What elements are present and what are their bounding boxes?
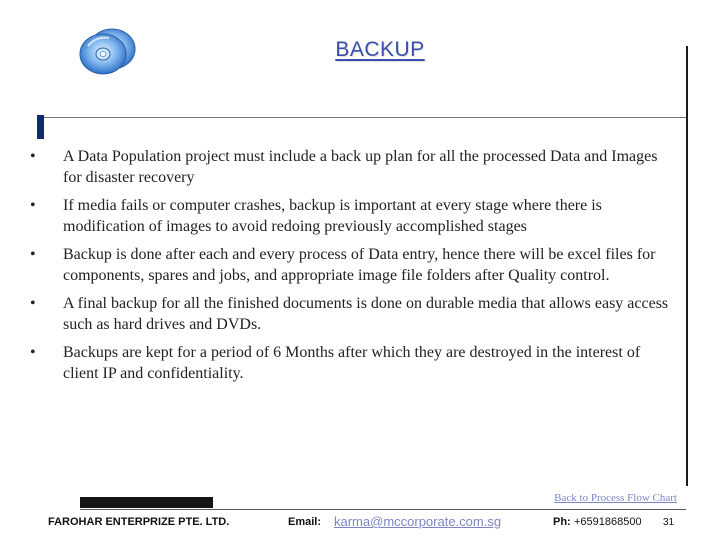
bullet-dot: • — [30, 344, 36, 361]
cd-disc-icon — [76, 24, 138, 78]
company-name: FAROHAR ENTERPRIZE PTE. LTD. — [48, 516, 230, 528]
bullet-item — [30, 195, 678, 237]
back-to-flowchart-link[interactable]: Back to Process Flow Chart — [554, 492, 677, 504]
email-label: Email: — [288, 516, 322, 528]
right-border-line — [686, 46, 688, 486]
bullet-text: Backups are kept for a period of 6 Months after which they are destroyed in the interest of client IP and confidentiality. — [63, 344, 641, 382]
footer-accent-bar — [80, 497, 213, 508]
header-divider — [44, 117, 686, 118]
bullet-item — [30, 342, 678, 384]
bullet-dot: • — [30, 246, 36, 263]
bullet-dot: • — [30, 295, 36, 312]
bullet-dot: • — [30, 197, 36, 214]
bullet-text: If media fails or computer crashes, backup is important at every stage where there is modification of images to avoid redoing previously accomplished stages — [63, 197, 602, 235]
bullet-text: A Data Population project must include a back up plan for all the processed Data and Images for disaster recovery — [63, 148, 658, 186]
page-number: 31 — [663, 517, 675, 528]
bullet-item — [30, 244, 678, 286]
bullet-text: A final backup for all the finished documents is done on durable media that allows easy access such as hard drives and DVDs. — [63, 295, 669, 333]
phone-label: Ph: — [553, 516, 571, 528]
phone-number: +6591868500 — [574, 516, 642, 528]
footer-divider — [80, 509, 686, 510]
slide-title: BACKUP — [335, 38, 425, 61]
title-marker-bar — [37, 115, 44, 139]
email-link[interactable]: karma@mccorporate.com.sg — [334, 514, 502, 529]
bullet-item — [30, 146, 678, 188]
bullet-item — [30, 293, 678, 335]
bullet-dot: • — [30, 148, 36, 165]
bullet-text: Backup is done after each and every process of Data entry, hence there will be excel files for components, spares and jobs, and appropriate image file folders after Quality control. — [63, 246, 656, 284]
bullet-list — [30, 146, 678, 391]
